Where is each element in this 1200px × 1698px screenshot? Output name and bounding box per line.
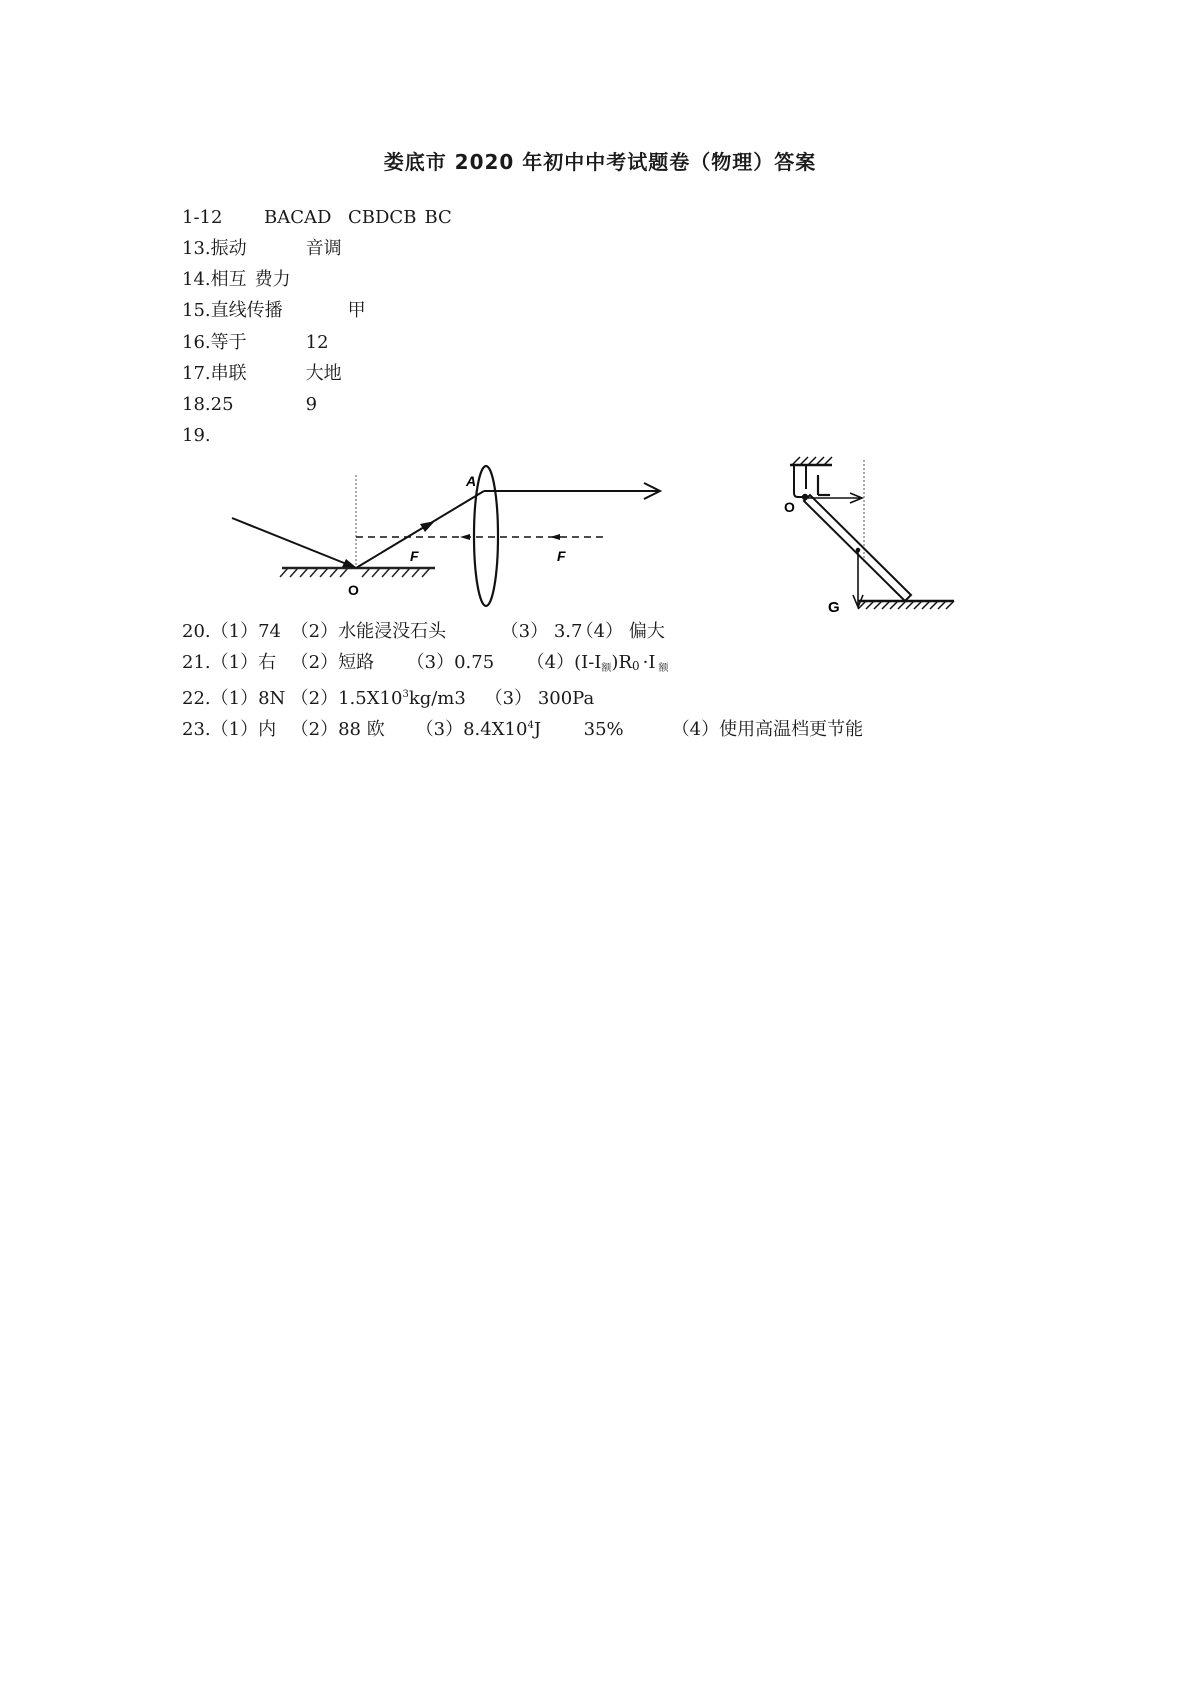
- part-3: （3）0.75: [406, 652, 495, 673]
- answer-1: 25: [210, 394, 234, 415]
- question-number: 20.: [182, 621, 211, 642]
- answer-2: 费力: [254, 269, 291, 290]
- question-number: 13.: [182, 238, 211, 259]
- question-number: 22.: [182, 688, 211, 709]
- answer-row-21: [182, 651, 668, 681]
- answer-1: 串联: [210, 363, 247, 384]
- part-4: $(4)(I-I_额)R0 \cdot I$ $_额$: [526, 652, 669, 674]
- label-l: L: [820, 491, 821, 492]
- question-number: 14.: [182, 269, 211, 290]
- answer-row-20: [182, 620, 665, 644]
- part-3: $(3)8.4X10^4J$: [415, 719, 542, 740]
- answer-row-23: [182, 714, 863, 742]
- question-number: 23.: [182, 719, 211, 740]
- part-2: （2）88 欧: [290, 719, 385, 740]
- part-2: （2）短路: [290, 652, 375, 673]
- label-o: O: [784, 499, 795, 515]
- answer-2: 大地: [305, 363, 342, 384]
- question-number: 1-12: [182, 207, 223, 228]
- answer-row-16: [182, 331, 329, 355]
- answer-row-13: [182, 237, 342, 261]
- mc-group-1: BACAD: [264, 207, 332, 228]
- part-4: （4）使用高温档更节能: [671, 719, 864, 740]
- answer-2: 12: [305, 332, 329, 353]
- question-number: 21.: [182, 652, 211, 673]
- answer-1: 等于: [210, 332, 247, 353]
- answer-1: 相互: [210, 269, 247, 290]
- answer-row-22: [182, 683, 594, 711]
- answer-2: 9: [305, 394, 318, 415]
- label-f-left: F: [410, 548, 419, 564]
- answer-row-14: [182, 268, 291, 292]
- part-3-efficiency: 35%: [583, 719, 624, 740]
- answer-row-18: [182, 393, 317, 417]
- lever-diagram: [770, 455, 970, 616]
- part-3: （3） 300Pa: [484, 688, 595, 709]
- label-g: G: [828, 599, 840, 616]
- mc-group-2: CBDCB: [348, 207, 417, 228]
- question-number: 19.: [182, 425, 211, 446]
- question-number: 17.: [182, 363, 211, 384]
- part-4: （4） 偏大: [575, 621, 665, 642]
- answer-2: 音调: [305, 238, 342, 259]
- answer-row-17: [182, 362, 342, 386]
- answer-row-15: [182, 299, 366, 323]
- page-title: 娄底市 2020 年初中中考试题卷（物理）答案: [383, 150, 817, 174]
- part-3: （3） 3.7: [500, 621, 583, 642]
- part-1: （1）8N: [210, 688, 286, 709]
- answer-row-19: [182, 424, 211, 448]
- part-1: （1）内: [210, 719, 277, 740]
- mc-group-3: BC: [424, 207, 452, 228]
- part-1: （1）74: [210, 621, 281, 642]
- label-f-right: F: [557, 548, 566, 564]
- answer-1: 振动: [210, 238, 247, 259]
- question-number: 15.: [182, 300, 211, 321]
- answer-row-1-12: [182, 206, 452, 230]
- question-number: 16.: [182, 332, 211, 353]
- optics-diagram: [220, 455, 690, 615]
- label-o: O: [348, 582, 359, 598]
- part-2: $(2)1.5X10^3kg/m3$: [290, 688, 466, 709]
- question-number: 18.: [182, 394, 211, 415]
- answer-1: 直线传播: [210, 300, 283, 321]
- part-2: （2）水能浸没石头: [290, 621, 447, 642]
- label-a: A: [466, 473, 477, 489]
- answer-2: 甲: [347, 300, 366, 321]
- part-1: （1）右: [210, 652, 277, 673]
